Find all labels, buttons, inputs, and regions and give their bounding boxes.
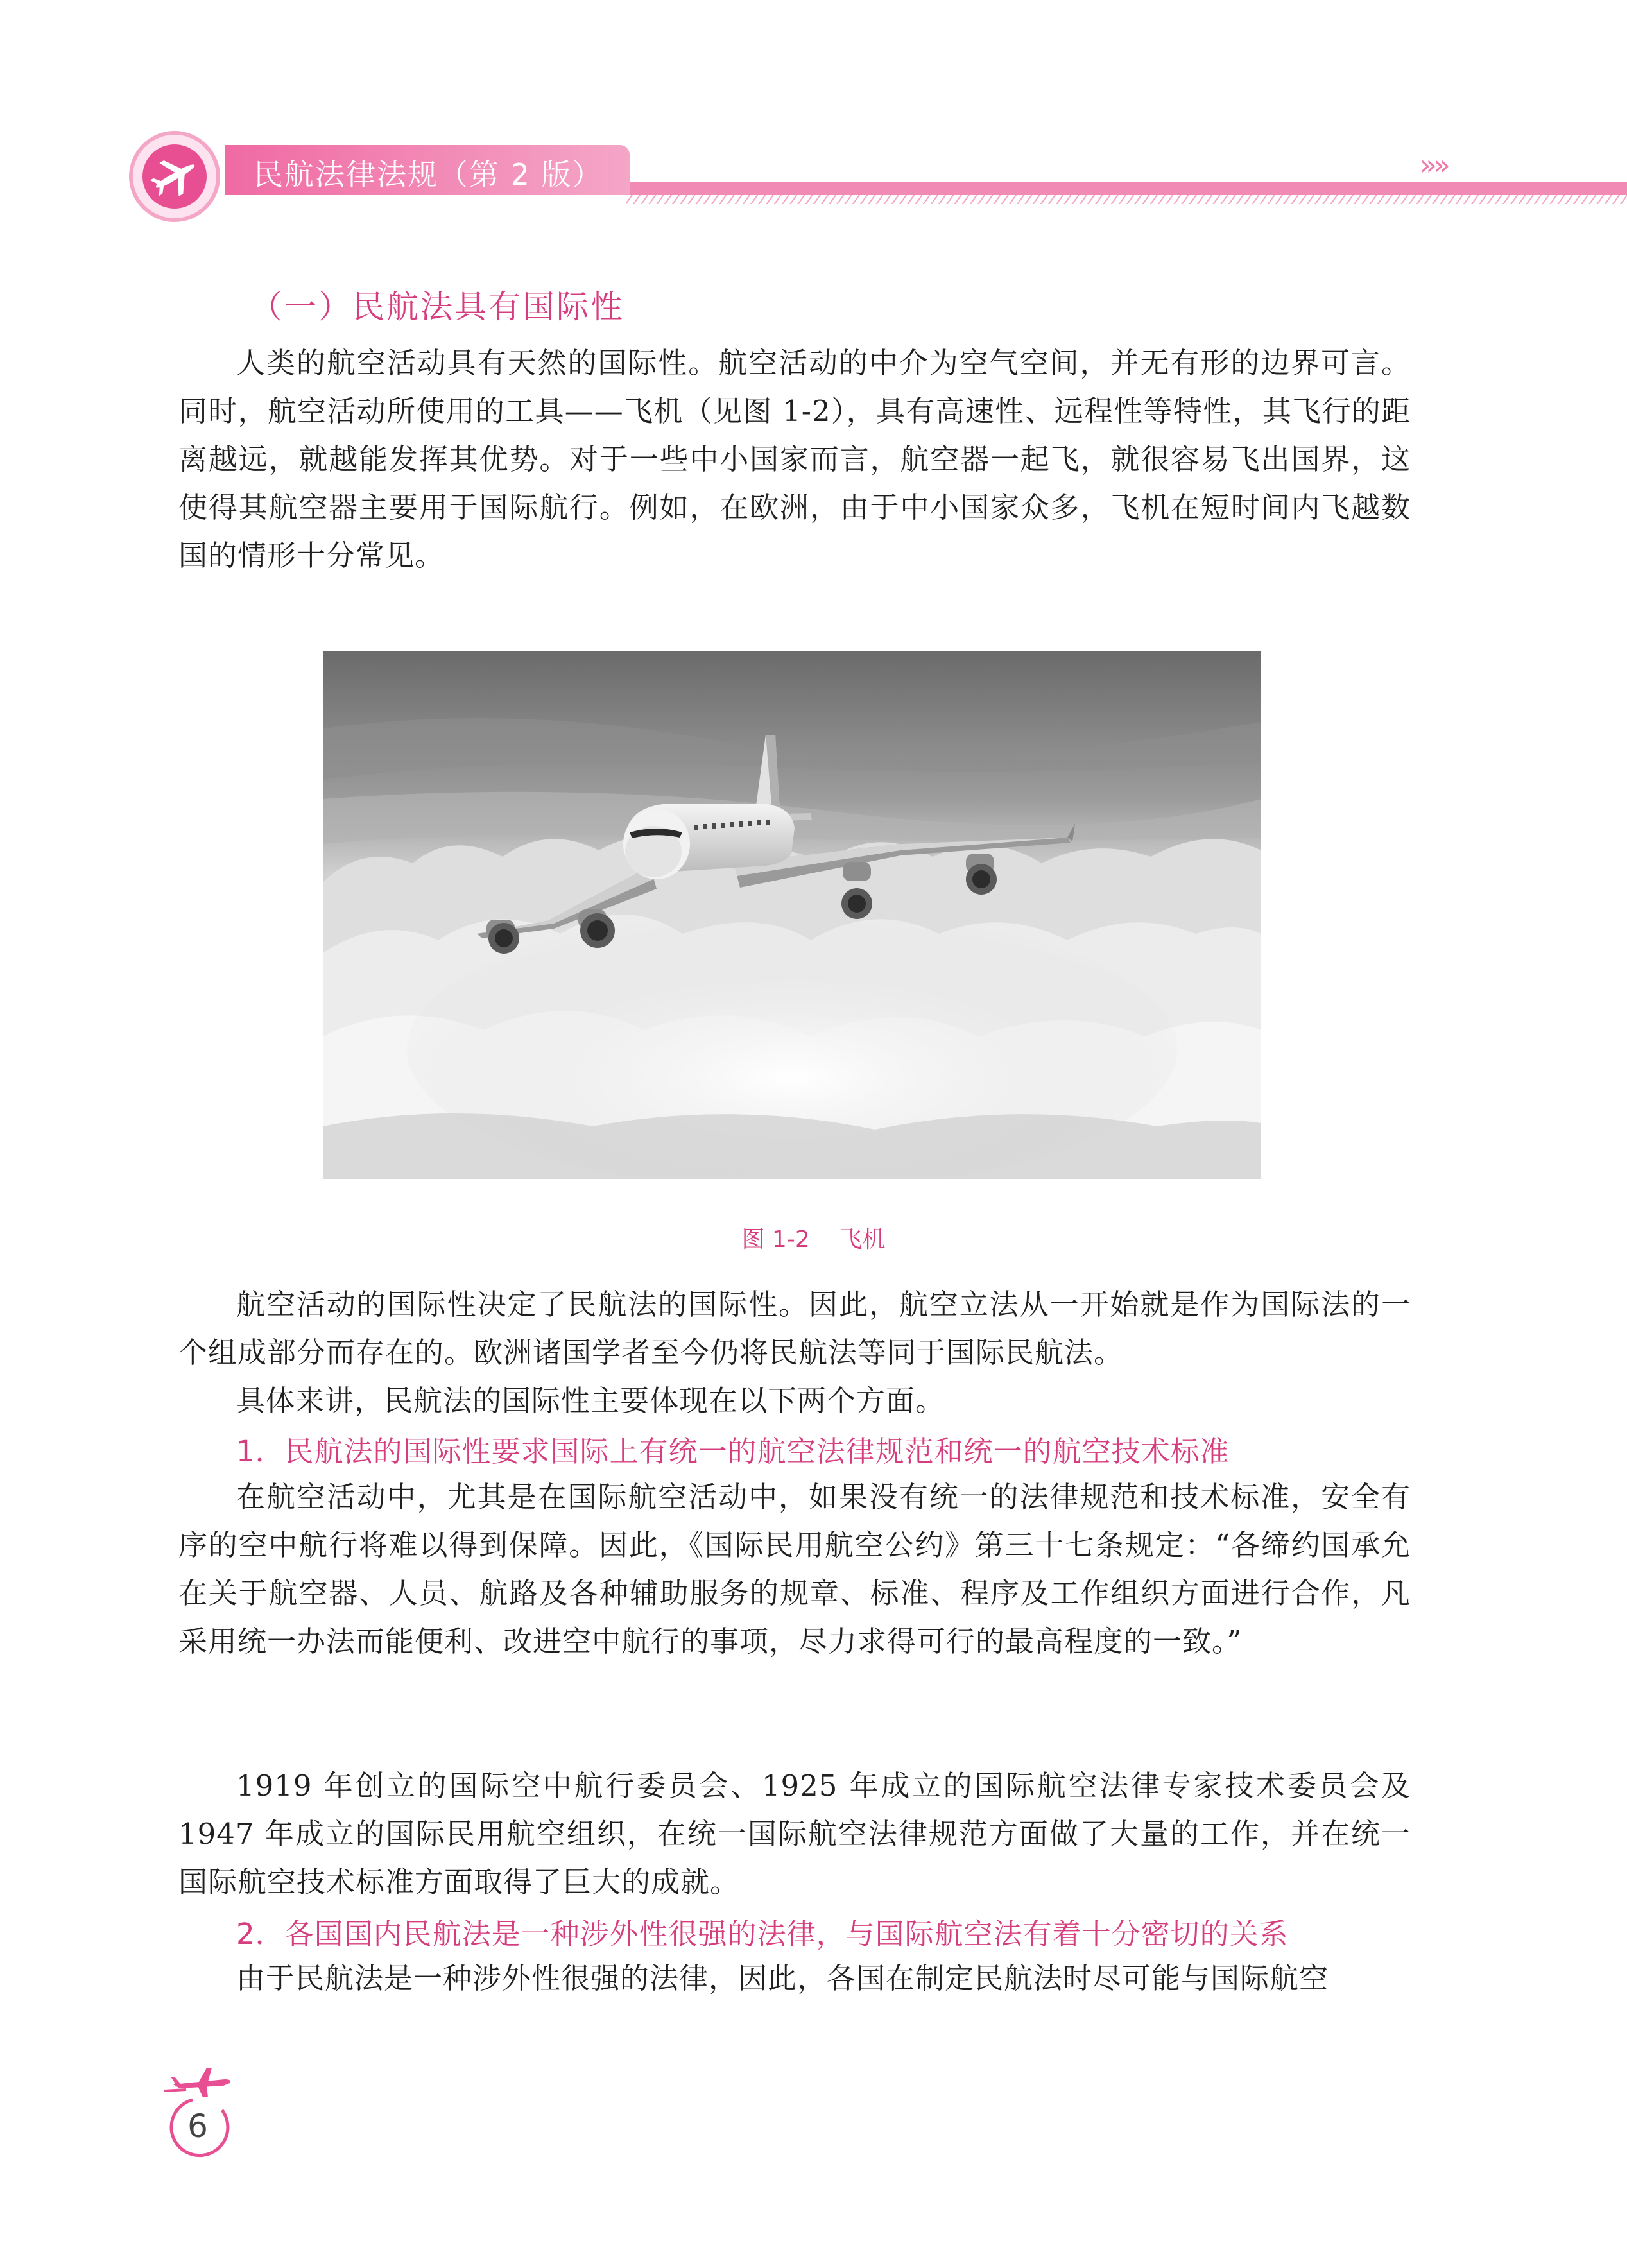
book-title: 民航法律法规（第 2 版） [254,157,603,192]
paragraph-4: 在航空活动中，尤其是在国际航空活动中，如果没有统一的法律规范和技术标准，安全有序的空中航行将难以得到保障。因此，《国际民用航空公约》第三十七条规定：“各缔约国承允在关于航空器、人员、航路及各种辅助服务的规章、标准、程序及工作组织方面进行合作，凡采用统一办法而能便利、改进空中航行的事项，尽力求得可行的最高程度的一致。” [178,1480,1411,1658]
page-number: 6 [187,2108,208,2145]
airplane-photo [323,651,1261,1179]
paragraph-6: 由于民航法是一种涉外性很强的法律，因此，各国在制定民航法时尽可能与国际航空 [236,1961,1329,1995]
airplane-icon [164,2068,230,2097]
paragraph-5: 1919 年创立的国际空中航行委员会、1925 年成立的国际航空法律专家技术委员会及 1947 年成立的国际民用航空组织，在统一国际航空法律规范方面做了大量的工作，并在统一国际航空技术标准方面取得了巨大的成就。 [178,1769,1411,1899]
figure-caption: 图 1-2 飞机 [741,1226,886,1253]
sub-heading-1: 1．民航法的国际性要求国际上有统一的航空法律规范和统一的航空技术标准 [236,1434,1230,1468]
page-header [0,0,1627,231]
paragraph-2: 航空活动的国际性决定了民航法的国际性。因此，航空立法从一开始就是作为国际法的一个组成部分而存在的。欧洲诸国学者至今仍将民航法等同于国际民航法。 [178,1287,1411,1370]
sub-heading-2: 2．各国国内民航法是一种涉外性很强的法律，与国际航空法有着十分密切的关系 [236,1917,1289,1951]
paragraph-3: 具体来讲，民航法的国际性主要体现在以下两个方面。 [236,1384,945,1418]
section-heading: （一）民航法具有国际性 [250,288,624,325]
chevron-right-icon: »» [1420,149,1447,182]
header-decoration [0,0,1627,231]
paragraph-1: 人类的航空活动具有天然的国际性。航空活动的中介为空气空间，并无有形的边界可言。同时，航空活动所使用的工具——飞机（见图 1-2），具有高速性、远程性等特性，其飞行的距离越远，就越能发挥其优势。对于一些中小国家而言，航空器一起飞，就很容易飞出国界，这使得其航空器主要用于国际航行。例如，在欧洲，由于中小国家众多，飞机在短时间内飞越数国的情形十分常见。 [178,346,1411,572]
